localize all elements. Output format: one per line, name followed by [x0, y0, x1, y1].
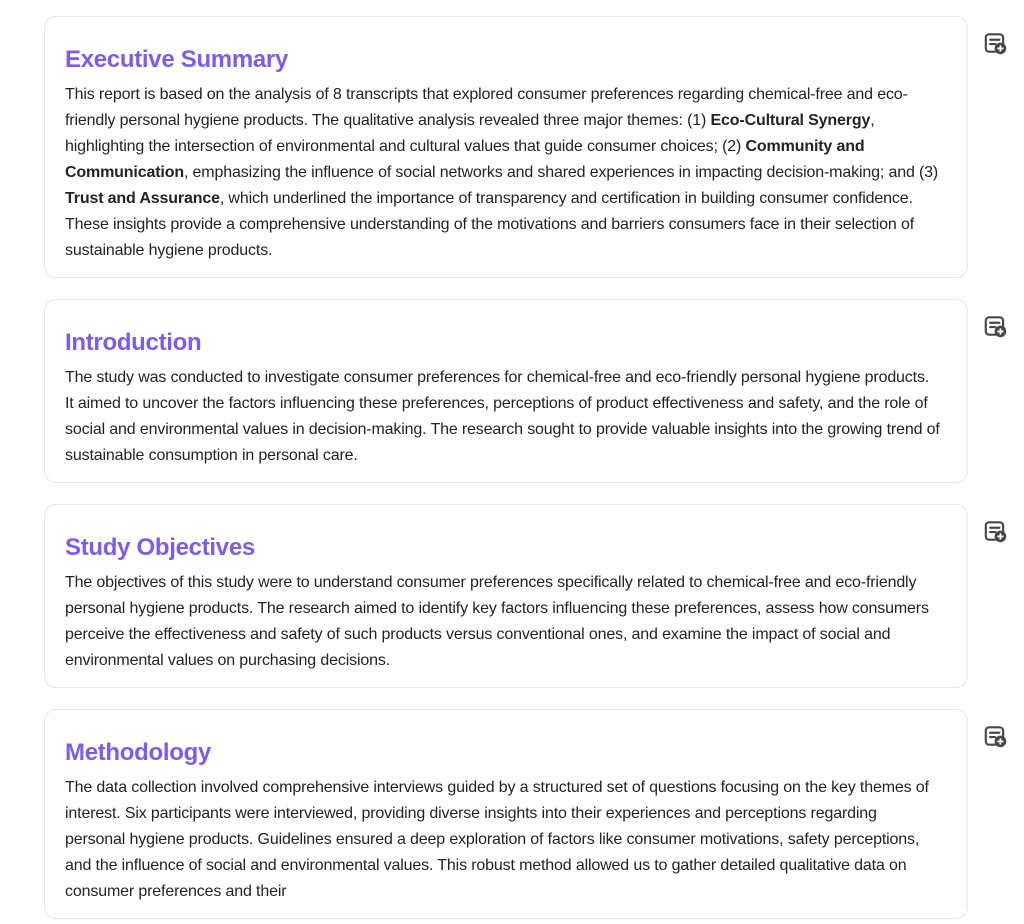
section-body: The objectives of this study were to understand consumer preferences specifically related to chemical-free and eco-friendly personal hygiene products. The research aimed to identify key factors influencing these preferences, assess how consumers perceive the effectiveness and safety of such products versus conventional ones, and examine the impact of social and environmental values on purchasing decisions.	[65, 574, 929, 669]
section-row-study-objectives	[44, 504, 1010, 688]
section-row-introduction	[44, 299, 1010, 483]
section-card-study-objectives	[44, 504, 968, 688]
section-body: The study was conducted to investigate consumer preferences for chemical-free and eco-friendly personal hygiene products. It aimed to uncover the factors influencing these preferences, perceptions of product effectiveness and safety, and the role of social and environmental values in decision-making. The research sought to provide valuable insights into the growing trend of sustainable consumption in personal care.	[65, 369, 940, 464]
note-plus-icon	[982, 518, 1008, 544]
note-plus-icon	[982, 30, 1008, 56]
section-title: Methodology	[65, 739, 212, 766]
add-note-button[interactable]	[982, 313, 1008, 339]
section-title: Executive Summary	[65, 46, 289, 73]
section-card-introduction	[44, 299, 968, 483]
note-plus-icon	[982, 313, 1008, 339]
note-plus-icon	[982, 723, 1008, 749]
section-title: Study Objectives	[65, 534, 255, 561]
section-card-methodology	[44, 709, 968, 919]
add-note-button[interactable]	[982, 518, 1008, 544]
section-row-executive-summary	[44, 16, 1010, 278]
section-body: The data collection involved comprehensive interviews guided by a structured set of questions focusing on the key themes of interest. Six participants were interviewed, providing diverse insights into their experiences and perceptions regarding personal hygiene products. Guidelines ensured a deep exploration of factors like consumer motivations, safety perceptions, and the influence of social and environmental values. This robust method allowed us to gather detailed qualitative data on consumer preferences and their	[65, 779, 929, 900]
add-note-button[interactable]	[982, 723, 1008, 749]
section-title: Introduction	[65, 329, 202, 356]
add-note-button[interactable]	[982, 30, 1008, 56]
section-body: This report is based on the analysis of 8 transcripts that explored consumer preferences regarding chemical-free and eco-friendly personal hygiene products. The qualitative analysis revealed three major themes: (1) Eco-Cultural Synergy, highlighting the intersection of environmental and cultural values that guide consumer choices; (2) Community and Communication, emphasizing the influence of social networks and shared experiences in impacting decision-making; and (3) Trust and Assurance, which underlined the importance of transparency and certification in building consumer confidence. These insights provide a comprehensive understanding of the motivations and barriers consumers face in their selection of sustainable hygiene products.	[65, 86, 939, 259]
section-card-executive-summary	[44, 16, 968, 278]
section-row-methodology	[44, 709, 1010, 919]
